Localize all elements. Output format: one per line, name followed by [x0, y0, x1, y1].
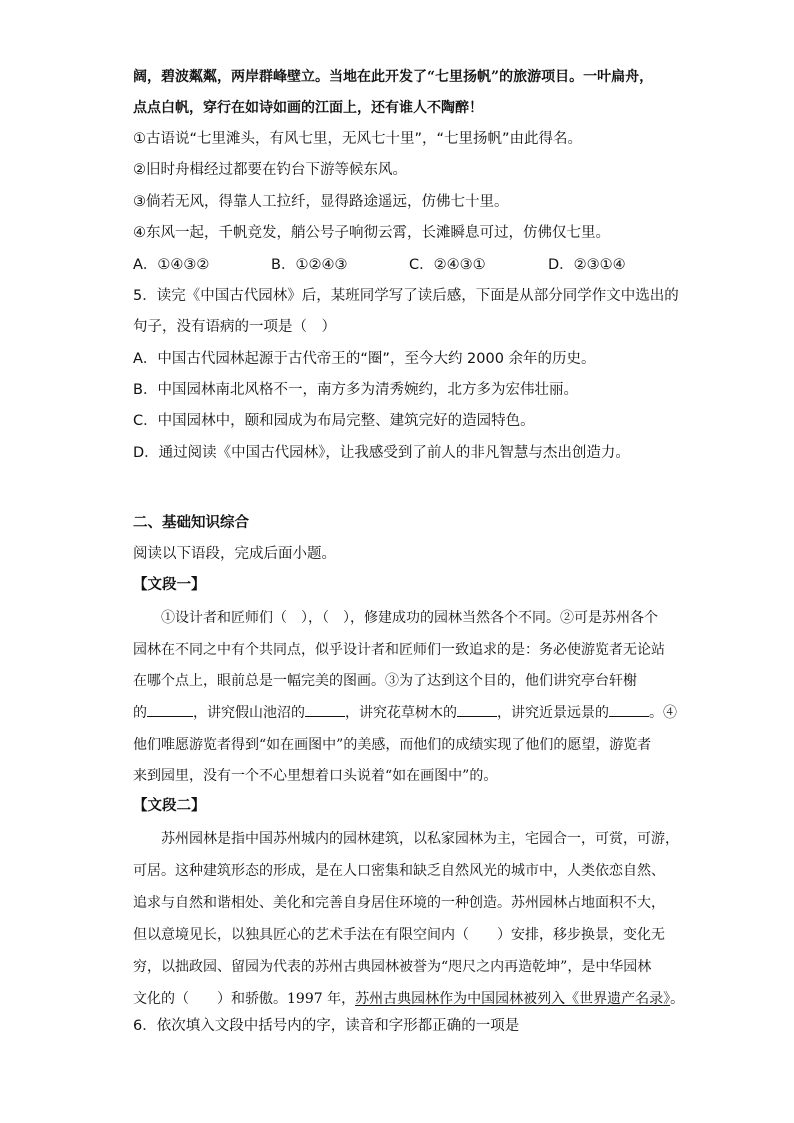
fill-blank-3[interactable] — [457, 715, 497, 717]
sentence-1: ①古语说“七里滩头，有风七里，无风七十里”，“七里扬帆”由此得名。 — [133, 131, 583, 147]
text-fragment: ，讲究花草树木的 — [345, 705, 457, 721]
q5-option-a[interactable]: A．中国古代园林起源于古代帝王的“圈”，至今大约 2000 余年的历史。 — [133, 351, 596, 367]
fill-blank-1[interactable] — [147, 715, 193, 717]
segment-2-line — [133, 992, 684, 1006]
text-fragment: 。④ — [649, 705, 677, 721]
q5-option-b[interactable]: B．中国园林南北风格不一，南方多为清秀婉约，北方多为宏伟壮丽。 — [133, 382, 578, 398]
segment-2-line: 追求与自然和谐相处、美化和完善自身居住环境的一种创造。苏州园林占地面积不大， — [133, 895, 665, 911]
q4-option-c[interactable]: C．②④③① — [409, 257, 486, 273]
q5-stem-line-1: 5．读完《中国古代园林》后，某班同学写了读后感，下面是从部分同学作文中选出的 — [133, 288, 679, 304]
segment-1-line: 他们唯愿游览者得到“如在画图中”的美感，而他们的成绩实现了他们的愿望，游览者 — [133, 737, 652, 753]
passage-line: 点点白帆，穿行在如诗如画的江面上，还有谁人不陶醉！ — [133, 100, 483, 116]
q4-option-b[interactable]: B．①②④③ — [271, 257, 348, 273]
q5-stem-line-2: 句子，没有语病的一项是（ ） — [133, 319, 336, 335]
text-fragment: 。 — [670, 991, 685, 1007]
text-fragment: ，讲究假山池沼的 — [193, 705, 305, 721]
q4-option-d[interactable]: D．②③①④ — [548, 257, 626, 273]
sentence-3: ③倘若无风，得靠人工拉纤，显得路途遥远，仿佛七十里。 — [133, 194, 509, 210]
q5-option-c[interactable]: C．中国园林中，颐和园成为布局完整、建筑完好的造园特色。 — [133, 413, 535, 429]
underlined-sentence: 苏州古典园林作为中国园林被列入《世界遗产名录》 — [355, 991, 671, 1007]
q4-option-a[interactable]: A．①④③② — [133, 257, 210, 273]
text-fragment: 的 — [133, 705, 147, 721]
passage-line: 阔，碧波粼粼，两岸群峰壁立。当地在此开发了“七里扬帆”的旅游项目。一叶扁舟， — [133, 69, 654, 85]
fill-blank-4[interactable] — [609, 715, 649, 717]
q6-stem: 6．依次填入文段中括号内的字，读音和字形都正确的一项是 — [133, 1018, 520, 1034]
sentence-2: ②旧时舟楫经过都要在钓台下游等候东风。 — [133, 162, 407, 178]
segment-1-line-blanks — [133, 706, 677, 720]
text-fragment: 文化的（ ）和骄傲。1997 年， — [133, 991, 356, 1007]
segment-1-line: ①设计者和匠师们（ ），（ ），修建成功的园林当然各个不同。②可是苏州各个 — [161, 610, 658, 626]
segment-1-line: 园林在不同之中有个共同点，似乎设计者和匠师们一致追求的是：务必使游览者无论站 — [133, 642, 665, 658]
segment-2-title: 【文段二】 — [133, 798, 206, 814]
segment-1-line: 在哪个点上，眼前总是一幅完美的图画。③为了达到这个目的，他们讲究亭台轩榭 — [133, 673, 637, 689]
section-heading: 二、基础知识综合 — [133, 515, 249, 531]
segment-2-line: 穷，以拙政园、留园为代表的苏州古典园林被誉为“咫尺之内再造乾坤”，是中华园林 — [133, 959, 652, 975]
segment-2-line: 但以意境见长，以独具匠心的艺术手法在有限空间内（ ）安排，移步换景，变化无 — [133, 927, 665, 943]
segment-2-line: 可居。这种建筑形态的形成，是在人口密集和缺乏自然风光的城市中，人类依恋自然、 — [133, 863, 665, 879]
fill-blank-2[interactable] — [305, 715, 345, 717]
q4-options — [133, 258, 693, 274]
q5-option-d[interactable]: D．通过阅读《中国古代园林》，让我感受到了前人的非凡智慧与杰出创造力。 — [133, 445, 630, 461]
segment-1-title: 【文段一】 — [133, 577, 206, 593]
sentence-4: ④东风一起，千帆竞发，艄公号子响彻云霄，长滩瞬息可过，仿佛仅七里。 — [133, 225, 610, 241]
segment-1-line: 来到园里，没有一个不心里想着口头说着“如在画图中”的。 — [133, 768, 498, 784]
text-fragment: ，讲究近景远景的 — [497, 705, 609, 721]
section-instruction: 阅读以下语段，完成后面小题。 — [133, 546, 336, 562]
segment-2-line: 苏州园林是指中国苏州城内的园林建筑，以私家园林为主，宅园合一，可赏，可游， — [161, 831, 679, 847]
